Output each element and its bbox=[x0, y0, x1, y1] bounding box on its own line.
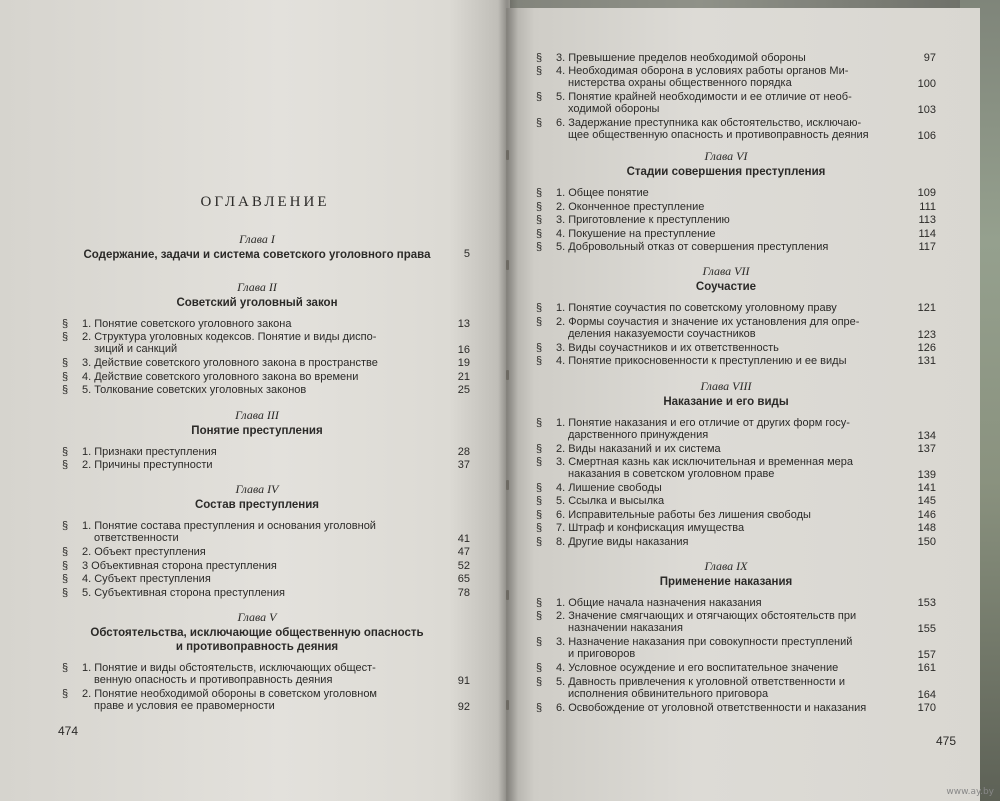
toc-entry bbox=[536, 702, 916, 715]
entry-text: 3. Приготовление к преступлению bbox=[556, 214, 730, 227]
entry-text: 5. Понятие крайней необходимости и ее отличие от необ- bbox=[556, 91, 852, 104]
entry-page-number: 13 bbox=[457, 318, 470, 330]
entry-page-number: 145 bbox=[917, 495, 936, 508]
entry-page-number: 92 bbox=[457, 701, 470, 713]
toc-entry bbox=[536, 91, 916, 117]
section-mark: § bbox=[536, 241, 543, 253]
toc-entry bbox=[536, 355, 916, 368]
toc-title: ОГЛАВЛЕНИЕ bbox=[200, 194, 330, 210]
section-mark: § bbox=[62, 559, 69, 572]
entry-page-number: 113 bbox=[918, 214, 936, 227]
section-mark: § bbox=[536, 52, 543, 64]
toc-entry bbox=[536, 52, 916, 65]
section-mark: § bbox=[536, 522, 543, 535]
toc-entry bbox=[62, 662, 452, 688]
section-mark: § bbox=[62, 331, 69, 344]
binding-stitch bbox=[506, 480, 509, 490]
toc-entry bbox=[536, 522, 916, 535]
entry-text: 7. Штраф и конфискация имущества bbox=[556, 522, 745, 535]
toc-entry bbox=[536, 662, 916, 675]
entry-page-number: 161 bbox=[917, 662, 936, 675]
entry-text-continued: исполнения обвинительного приговора bbox=[568, 687, 769, 700]
entry-page-number: 146 bbox=[917, 508, 936, 521]
entry-text-continued: назначении наказания bbox=[568, 622, 683, 635]
entry-text-continued: нистерства охраны общественного порядка bbox=[568, 77, 792, 90]
entry-page-number: 114 bbox=[918, 227, 936, 240]
entry-text: 4. Покушение на преступление bbox=[556, 227, 716, 240]
toc-entry bbox=[536, 495, 916, 508]
toc-entry bbox=[62, 688, 452, 714]
chapter-label: Глава VIII bbox=[700, 378, 752, 393]
entry-text: 4. Условное осуждение и его воспитательное значение bbox=[556, 662, 839, 675]
entry-page-number: 21 bbox=[457, 370, 470, 383]
section-mark: § bbox=[536, 187, 543, 200]
section-mark: § bbox=[62, 318, 69, 330]
entry-page-number: 137 bbox=[917, 442, 936, 455]
entry-page-number: 131 bbox=[917, 355, 936, 368]
entry-text: 2. Причины преступности bbox=[82, 459, 213, 471]
section-mark: § bbox=[536, 91, 543, 104]
toc-entry bbox=[62, 357, 452, 370]
binding-stitch bbox=[506, 700, 509, 710]
entry-page-number: 16 bbox=[457, 344, 470, 357]
entry-text: 3. Превышение пределов необходимой обороны bbox=[556, 52, 806, 64]
section-mark: § bbox=[536, 416, 543, 429]
section-mark: § bbox=[62, 384, 69, 397]
entry-page-number: 47 bbox=[457, 546, 470, 559]
entry-text: 3. Действие советского уголовного закона в пространстве bbox=[82, 357, 378, 370]
chapter-title: Советский уголовный закон bbox=[176, 297, 338, 309]
toc-entry bbox=[536, 228, 916, 241]
toc-entry bbox=[536, 509, 916, 522]
entry-text-continued: щее общественную опасность и противоправность деяния bbox=[568, 129, 869, 142]
entry-text: 5. Толкование советских уголовных законов bbox=[82, 384, 307, 397]
entry-text-continued: дарственного принуждения bbox=[568, 428, 709, 441]
toc-entry bbox=[536, 676, 916, 702]
entry-page-number: 41 bbox=[457, 533, 470, 546]
toc-entry bbox=[62, 318, 452, 331]
entry-text: 1. Понятие состава преступления и основания уголовной bbox=[82, 520, 376, 533]
entry-text: 2. Оконченное преступление bbox=[556, 200, 705, 213]
toc-entry bbox=[536, 597, 916, 610]
toc-entry bbox=[536, 443, 916, 456]
section-mark: § bbox=[62, 459, 69, 471]
section-mark: § bbox=[536, 636, 543, 649]
entry-text: 5. Добровольный отказ от совершения преступления bbox=[556, 241, 829, 253]
entry-text: 1. Общее понятие bbox=[556, 187, 649, 200]
entry-text: 1. Общие начала назначения наказания bbox=[556, 597, 762, 609]
entry-page-number: 28 bbox=[457, 445, 470, 458]
section-mark: § bbox=[536, 662, 543, 675]
toc-entry bbox=[62, 384, 452, 397]
entry-text: 3. Смертная казнь как исключительная и временная мера bbox=[556, 456, 854, 468]
entry-text: 4. Лишение свободы bbox=[556, 482, 662, 494]
section-mark: § bbox=[62, 573, 69, 586]
toc-entry bbox=[536, 316, 916, 342]
section-mark: § bbox=[62, 357, 69, 370]
chapter-page-number: 5 bbox=[463, 248, 470, 260]
entry-page-number: 111 bbox=[919, 200, 936, 213]
entry-text: 3 Объективная сторона преступления bbox=[82, 559, 277, 572]
left-page-number: 474 bbox=[58, 724, 79, 738]
entry-text: 5. Давность привлечения к уголовной ответственности и bbox=[556, 675, 845, 688]
entry-page-number: 65 bbox=[457, 573, 470, 586]
entry-page-number: 123 bbox=[917, 328, 936, 341]
section-mark: § bbox=[536, 495, 543, 508]
entry-text: 6. Исправительные работы без лишения свободы bbox=[556, 508, 811, 521]
section-mark: § bbox=[536, 200, 543, 213]
entry-text: 6. Освобождение от уголовной ответственности и наказания bbox=[556, 701, 867, 714]
section-mark: § bbox=[536, 482, 543, 494]
toc-entry bbox=[536, 302, 916, 315]
toc-entry bbox=[536, 536, 916, 549]
entry-text: 3. Назначение наказания при совокупности преступлений bbox=[556, 636, 853, 649]
section-mark: § bbox=[62, 520, 69, 533]
entry-page-number: 121 bbox=[917, 302, 936, 315]
section-mark: § bbox=[62, 688, 69, 700]
entry-page-number: 25 bbox=[457, 384, 470, 397]
section-mark: § bbox=[536, 65, 543, 78]
section-mark: § bbox=[62, 370, 69, 383]
toc-entry bbox=[62, 331, 452, 357]
section-mark: § bbox=[536, 341, 543, 354]
entry-page-number: 109 bbox=[917, 187, 936, 200]
entry-page-number: 150 bbox=[917, 535, 936, 548]
toc-entry bbox=[62, 546, 452, 559]
entry-text: 2. Понятие необходимой обороны в советском уголовном bbox=[82, 688, 377, 700]
entry-page-number: 155 bbox=[917, 623, 936, 636]
entry-page-number: 52 bbox=[457, 559, 470, 572]
entry-page-number: 170 bbox=[917, 701, 936, 714]
section-mark: § bbox=[536, 355, 543, 368]
entry-page-number: 97 bbox=[923, 52, 936, 64]
right-page-number: 475 bbox=[936, 734, 957, 748]
entry-text: 8. Другие виды наказания bbox=[556, 535, 689, 548]
entry-page-number: 106 bbox=[917, 130, 936, 143]
toc-entry bbox=[62, 587, 452, 600]
chapter-title: Соучастие bbox=[695, 281, 757, 294]
toc-entry bbox=[62, 560, 452, 573]
section-mark: § bbox=[62, 445, 69, 458]
entry-page-number: 126 bbox=[917, 341, 936, 354]
section-mark: § bbox=[536, 610, 543, 623]
binding-stitch bbox=[506, 260, 509, 270]
toc-entry bbox=[536, 417, 916, 443]
entry-text: 2. Структура уголовных кодексов. Понятие и виды диспо- bbox=[82, 331, 377, 344]
entry-page-number: 91 bbox=[457, 675, 470, 687]
entry-text: 5. Ссылка и высылка bbox=[556, 495, 665, 508]
entry-text-continued: ответственности bbox=[94, 532, 179, 545]
toc-entry bbox=[62, 459, 452, 472]
chapter-label: Глава IX bbox=[704, 559, 748, 573]
entry-text: 4. Субъект преступления bbox=[82, 573, 211, 586]
section-mark: § bbox=[62, 586, 69, 599]
section-mark: § bbox=[536, 675, 543, 688]
entry-page-number: 78 bbox=[457, 586, 470, 599]
entry-text: 2. Формы соучастия и значение их установления для опре- bbox=[556, 315, 860, 328]
section-mark: § bbox=[536, 456, 543, 468]
section-mark: § bbox=[536, 117, 543, 130]
entry-page-number: 117 bbox=[918, 241, 936, 253]
chapter-label: Глава II bbox=[237, 280, 277, 294]
chapter-label: Глава IV bbox=[235, 482, 279, 497]
chapter-title: и противоправность деяния bbox=[175, 641, 339, 653]
toc-entry bbox=[536, 342, 916, 355]
entry-page-number: 134 bbox=[917, 429, 936, 442]
entry-page-number: 37 bbox=[457, 459, 470, 471]
toc-entry bbox=[536, 187, 916, 200]
chapter-title: Применение наказания bbox=[659, 576, 793, 588]
toc-entry bbox=[536, 636, 916, 662]
watermark: www.ay.by bbox=[946, 787, 994, 797]
section-mark: § bbox=[536, 315, 543, 328]
section-mark: § bbox=[536, 442, 543, 455]
entry-text-continued: и приговоров bbox=[568, 648, 636, 661]
toc-entry bbox=[536, 214, 916, 227]
entry-text: 5. Субъективная сторона преступления bbox=[82, 586, 285, 599]
section-mark: § bbox=[62, 546, 69, 559]
chapter-label: Глава I bbox=[239, 232, 275, 246]
entry-text: 2. Виды наказаний и их система bbox=[556, 442, 721, 455]
section-mark: § bbox=[536, 214, 543, 227]
entry-text: 3. Виды соучастников и их ответственность bbox=[556, 341, 779, 354]
entry-text-continued: праве и условия ее правомерности bbox=[94, 700, 275, 712]
toc-entry bbox=[536, 482, 916, 495]
section-mark: § bbox=[62, 662, 69, 674]
entry-text: 4. Необходимая оборона в условиях работы органов Ми- bbox=[556, 65, 849, 78]
binding-stitch bbox=[506, 370, 509, 380]
entry-text-continued: наказания в советском уголовном праве bbox=[568, 468, 775, 480]
entry-text: 1. Понятие соучастия по советскому уголовному праву bbox=[556, 302, 837, 315]
entry-text-continued: зиций и санкций bbox=[94, 343, 178, 356]
entry-text-continued: деления наказуемости соучастников bbox=[568, 327, 756, 340]
entry-text: 4. Понятие прикосновенности к преступлению и ее виды bbox=[556, 355, 847, 368]
chapter-label: Глава VII bbox=[702, 264, 750, 279]
toc-entry bbox=[536, 456, 916, 482]
entry-text: 1. Признаки преступления bbox=[82, 445, 217, 458]
toc-entry bbox=[62, 371, 452, 384]
entry-page-number: 139 bbox=[917, 469, 936, 481]
entry-text: 1. Понятие наказания и его отличие от других форм госу- bbox=[556, 416, 850, 429]
section-mark: § bbox=[536, 508, 543, 521]
toc-entry bbox=[62, 446, 452, 459]
entry-page-number: 157 bbox=[917, 649, 936, 662]
binding-stitch bbox=[506, 150, 509, 160]
toc-entry bbox=[536, 201, 916, 214]
chapter-title: Содержание, задачи и система советского уголовного права bbox=[83, 249, 431, 261]
toc-entry bbox=[536, 610, 916, 636]
entry-text: 2. Объект преступления bbox=[82, 546, 206, 559]
section-mark: § bbox=[536, 227, 543, 240]
entry-text: 4. Действие советского уголовного закона во времени bbox=[82, 370, 359, 383]
book-gutter bbox=[498, 0, 518, 801]
section-mark: § bbox=[536, 302, 543, 315]
entry-page-number: 148 bbox=[917, 522, 936, 535]
entry-text: 1. Понятие советского уголовного закона bbox=[82, 318, 292, 330]
section-mark: § bbox=[536, 701, 543, 714]
toc-entry bbox=[536, 65, 916, 91]
entry-page-number: 141 bbox=[917, 482, 936, 494]
chapter-title: Наказание и его виды bbox=[663, 395, 789, 408]
chapter-label: Глава III bbox=[235, 407, 279, 422]
entry-text-continued: ходимой обороны bbox=[568, 103, 660, 116]
section-mark: § bbox=[536, 535, 543, 548]
entry-text: 6. Задержание преступника как обстоятельство, исключаю- bbox=[556, 117, 862, 130]
entry-page-number: 164 bbox=[917, 688, 936, 701]
toc-entry bbox=[62, 520, 452, 546]
entry-text: 1. Понятие и виды обстоятельств, исключающих общест- bbox=[82, 662, 376, 674]
chapter-title: Понятие преступления bbox=[191, 424, 323, 437]
entry-text: 2. Значение смягчающих и отягчающих обстоятельств при bbox=[556, 610, 857, 623]
binding-stitch bbox=[506, 590, 509, 600]
right-page bbox=[506, 8, 980, 801]
entry-page-number: 19 bbox=[457, 357, 470, 370]
toc-entry bbox=[536, 241, 916, 254]
section-mark: § bbox=[536, 597, 543, 609]
toc-entry bbox=[536, 117, 916, 143]
chapter-label: Глава VI bbox=[704, 149, 748, 164]
entry-page-number: 103 bbox=[917, 104, 936, 117]
chapter-title: Состав преступления bbox=[194, 499, 319, 512]
toc-entry bbox=[62, 573, 452, 586]
chapter-label: Глава V bbox=[237, 610, 277, 624]
entry-page-number: 100 bbox=[917, 78, 936, 91]
entry-page-number: 153 bbox=[917, 597, 936, 609]
chapter-title: Стадии совершения преступления bbox=[626, 166, 826, 179]
entry-text-continued: венную опасность и противоправность деяния bbox=[94, 674, 333, 686]
chapter-title: Обстоятельства, исключающие общественную опасность bbox=[90, 627, 424, 639]
